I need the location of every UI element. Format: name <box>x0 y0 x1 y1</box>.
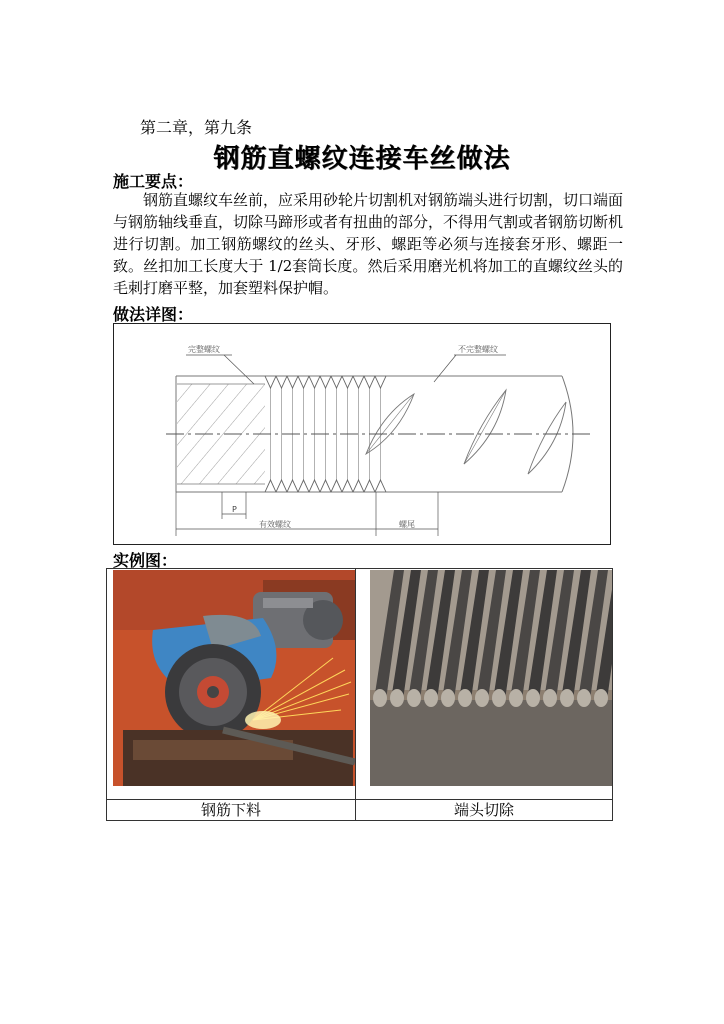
thread-diagram-svg <box>114 324 612 546</box>
incomplete-thread-leader <box>434 355 506 382</box>
thread-diagram <box>113 323 611 545</box>
caption-end-cut: 端头切除 <box>356 800 613 821</box>
page-title: 钢筋直螺纹连接车丝做法 <box>213 144 511 174</box>
examples-table <box>106 568 613 821</box>
effective-thread-annotation: 有效螺纹 <box>259 520 291 529</box>
complete-thread-leader <box>186 355 254 384</box>
rebar-ribs <box>366 390 566 474</box>
construction-label: 施工要点： <box>113 172 194 191</box>
photo-cell-cutting <box>107 569 356 800</box>
tail-annotation: 螺尾 <box>399 520 415 529</box>
construction-text: 钢筋直螺纹车丝前，应采用砂轮片切割机对钢筋端头进行切割，切口端面与钢筋轴线垂直，切除马蹄形或者有扭曲的部分，不得用气割或者钢筋切断机进行切割。加工钢筋螺纹的丝头、牙形、螺距等必须与连接套牙形、螺距一致。丝扣加工长度大于 1/2套筒长度。然后采用磨光机将加工的直螺纹丝头的毛刺打磨平整，加套塑料保护帽。 <box>113 191 624 297</box>
caption-cutting: 钢筋下料 <box>107 800 356 821</box>
diagram-label: 做法详图： <box>113 305 194 324</box>
rebar-end-cut-photo <box>370 570 612 786</box>
incomplete-thread-annotation: 不完整螺纹 <box>458 345 498 354</box>
photo-cell-end-cut <box>356 569 613 800</box>
examples-label: 实例图： <box>113 551 178 570</box>
dimension-lines <box>176 492 438 536</box>
rebar-cutting-machine-photo <box>113 570 355 786</box>
complete-thread-annotation: 完整螺纹 <box>188 345 220 354</box>
pitch-annotation: P <box>232 505 237 514</box>
chapter-heading: 第二章，第九条 <box>140 118 253 137</box>
